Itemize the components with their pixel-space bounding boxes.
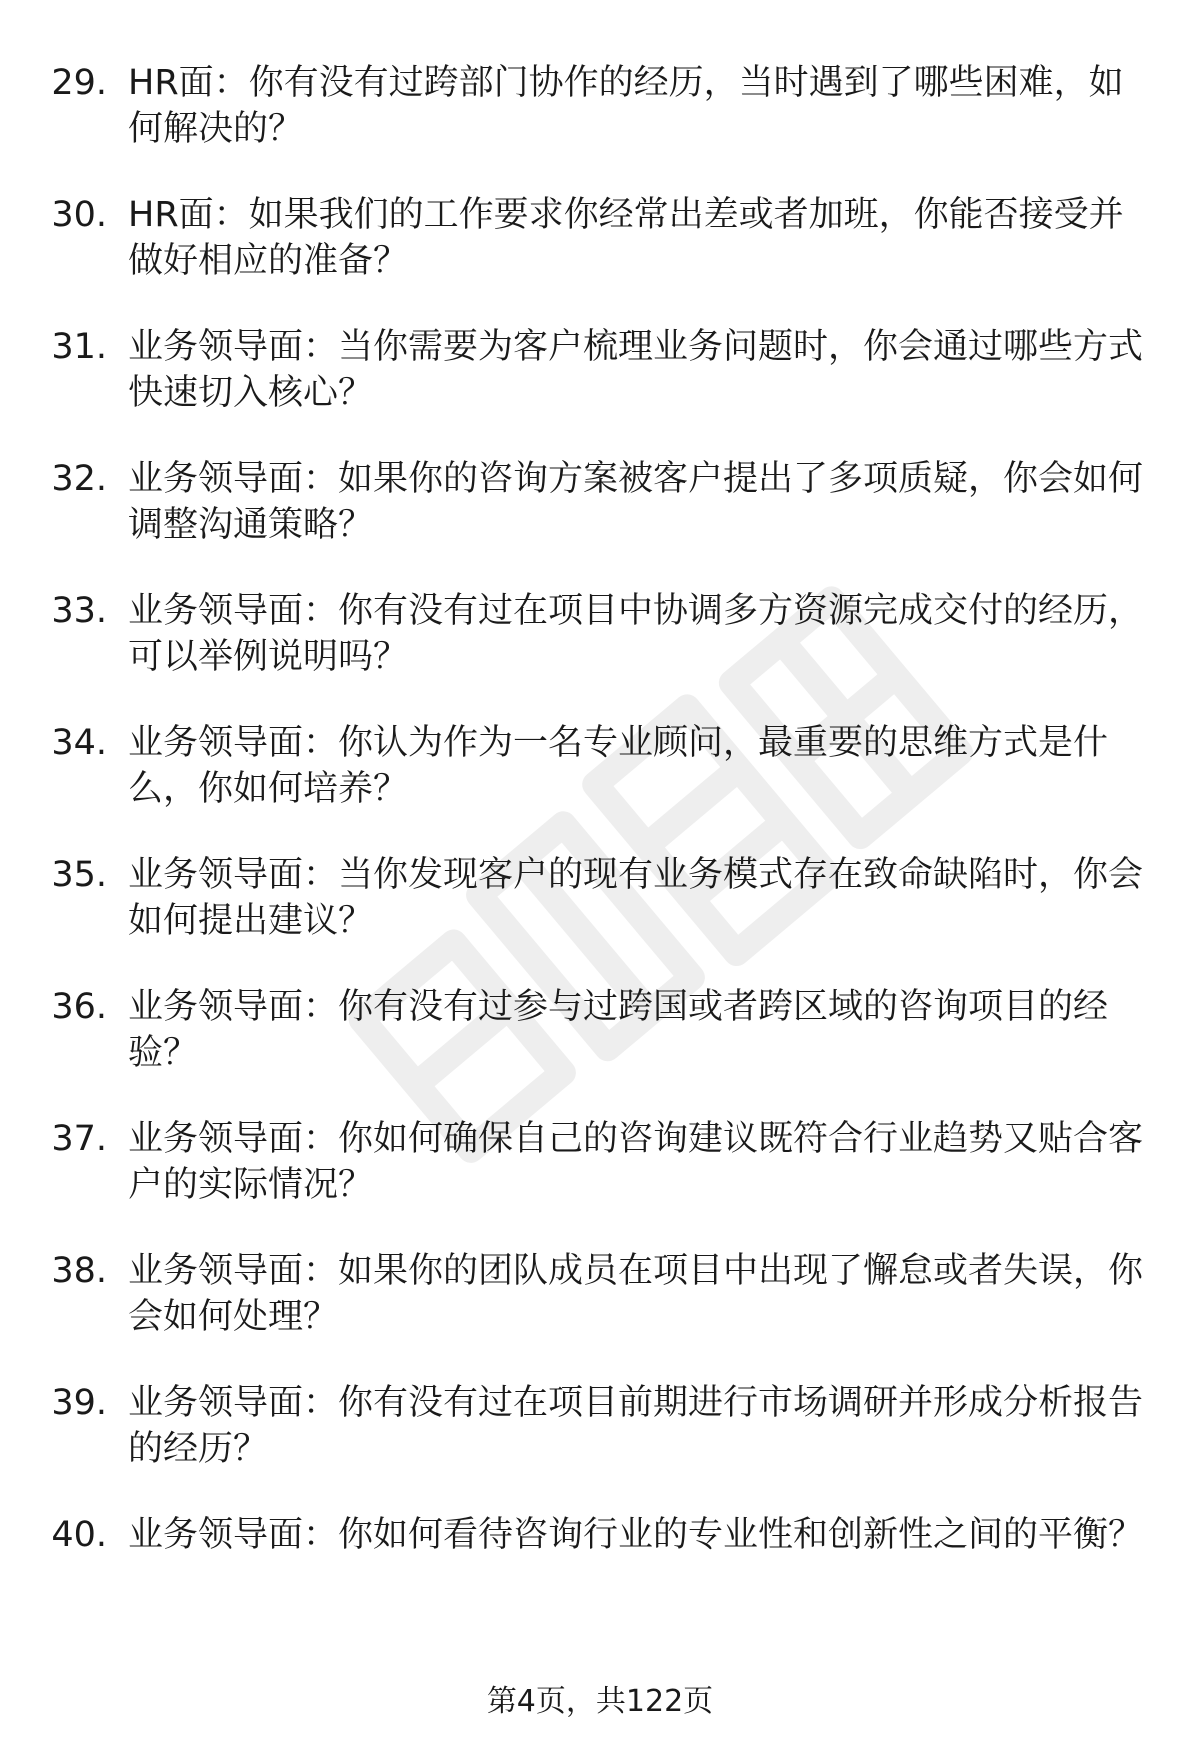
question-text: 业务领导面：你如何确保自己的咨询建议既符合行业趋势又贴合客户的实际情况？ <box>128 1119 1144 1205</box>
question-text: 业务领导面：当你发现客户的现有业务模式存在致命缺陷时，你会如何提出建议？ <box>128 855 1144 941</box>
question-number: 34. <box>51 723 107 763</box>
question-number: 37. <box>51 1119 107 1159</box>
question-number: 33. <box>51 591 107 631</box>
list-item <box>0 1248 1200 1380</box>
question-number: 35. <box>51 855 107 895</box>
list-item <box>0 720 1200 852</box>
question-number: 32. <box>51 459 107 499</box>
list-item <box>0 324 1200 456</box>
question-text: 业务领导面：你认为作为一名专业顾问，最重要的思维方式是什么，你如何培养？ <box>128 723 1109 809</box>
question-text: 业务领导面：如果你的团队成员在项目中出现了懈怠或者失误，你会如何处理？ <box>128 1251 1144 1337</box>
question-text: 业务领导面：如果你的咨询方案被客户提出了多项质疑，你会如何调整沟通策略？ <box>128 459 1144 545</box>
question-number: 38. <box>51 1251 107 1291</box>
question-text: 业务领导面：你有没有过参与过跨国或者跨区域的咨询项目的经验？ <box>128 987 1109 1073</box>
question-list <box>0 60 1200 1644</box>
question-number: 36. <box>51 987 107 1027</box>
question-text: HR面：你有没有过跨部门协作的经历，当时遇到了哪些困难，如何解决的？ <box>128 63 1124 149</box>
page-number-footer: 第4页，共122页 <box>486 1684 714 1719</box>
list-item <box>0 852 1200 984</box>
question-text: 业务领导面：当你需要为客户梳理业务问题时，你会通过哪些方式快速切入核心？ <box>128 327 1144 413</box>
question-text: HR面：如果我们的工作要求你经常出差或者加班，你能否接受并做好相应的准备？ <box>128 195 1124 281</box>
list-item <box>0 1116 1200 1248</box>
list-item <box>0 192 1200 324</box>
question-number: 30. <box>51 195 107 235</box>
question-number: 29. <box>51 63 107 103</box>
question-text: 业务领导面：你有没有过在项目中协调多方资源完成交付的经历，可以举例说明吗？ <box>128 591 1144 677</box>
list-item <box>0 60 1200 192</box>
question-text: 业务领导面：你如何看待咨询行业的专业性和创新性之间的平衡？ <box>128 1515 1144 1555</box>
question-number: 31. <box>51 327 107 367</box>
question-text: 业务领导面：你有没有过在项目前期进行市场调研并形成分析报告的经历？ <box>128 1383 1144 1469</box>
list-item <box>0 1380 1200 1512</box>
list-item <box>0 1512 1200 1644</box>
question-number: 40. <box>51 1515 107 1555</box>
list-item <box>0 984 1200 1116</box>
question-number: 39. <box>51 1383 107 1423</box>
list-item <box>0 588 1200 720</box>
list-item <box>0 456 1200 588</box>
